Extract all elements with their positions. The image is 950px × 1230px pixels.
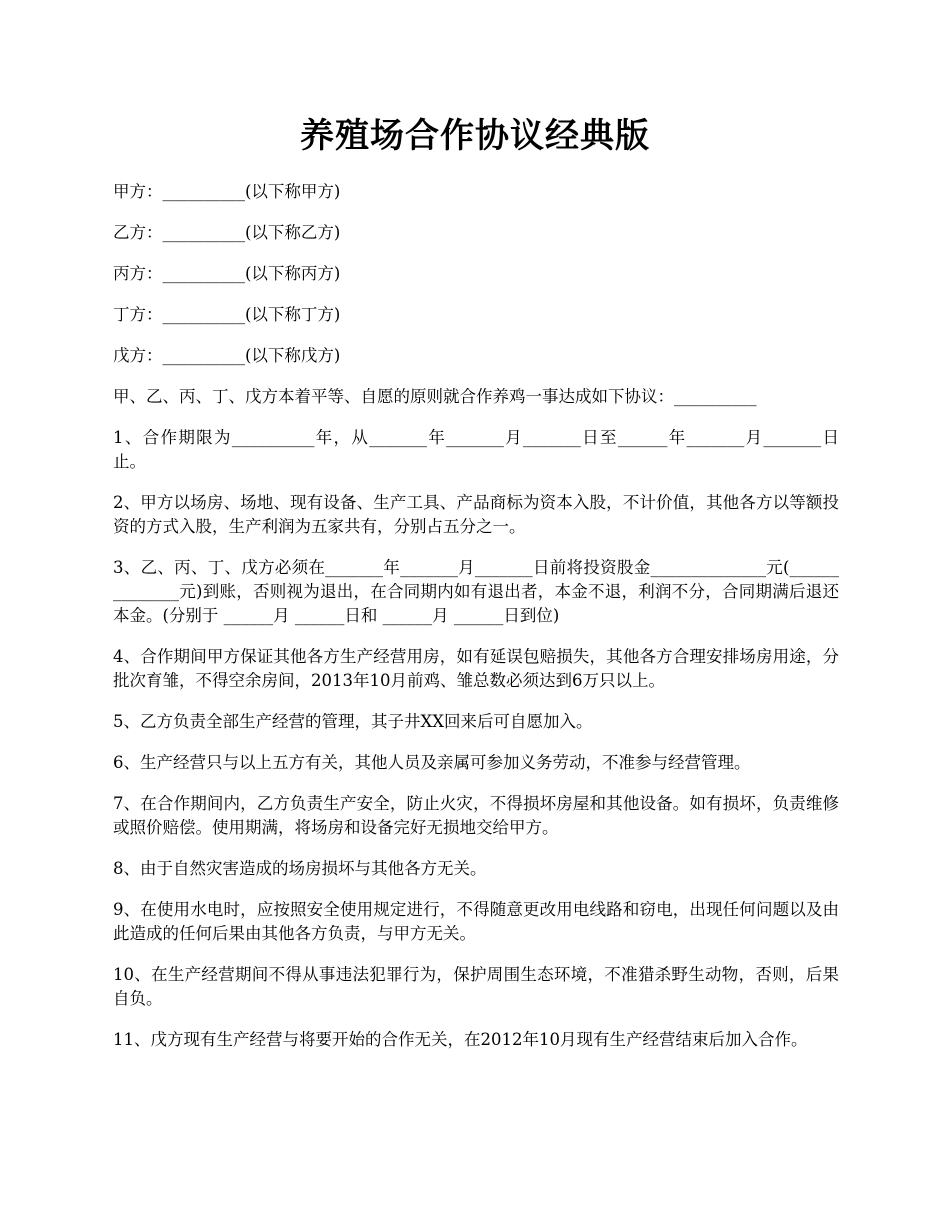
party-bing-line: 丙方：__________(以下称丙方) [113, 264, 341, 283]
clause-9: 9、在使用水电时，应按照安全使用规定进行，不得随意更改用电线路和窃电，出现任何问题以及由此造成的任何后果由其他各方负责，与甲方无关。 [113, 900, 839, 943]
clause-4: 4、合作期间甲方保证其他各方生产经营用房，如有延误包赔损失，其他各方合理安排场房用途，分批次育雏，不得空余房间，2013年10月前鸡、雏总数必须达到6万只以上。 [113, 647, 839, 690]
clause-1: 1、合作期限为__________年，从_______年_______月_______日至______年_______月_______日止。 [113, 428, 839, 471]
clause-5: 5、乙方负责全部生产经营的管理，其子井XX回来后可自愿加入。 [113, 712, 593, 731]
clause-8: 8、由于自然灾害造成的场房损坏与其他各方无关。 [113, 859, 487, 878]
clause-3: 3、乙、丙、丁、戊方必须在_______年_______月_______日前将投资股金______________元(______________元)到账，否则视为退出，在合同期内如有退出者，本金不退，利润不分，合同期满后退还本金。(分别于 ______月 ______日和 ______月 ______日到位) [113, 558, 839, 625]
party-ding-line: 丁方：__________(以下称丁方) [113, 305, 341, 324]
clause-11: 11、戊方现有生产经营与将要开始的合作无关，在2012年10月现有生产经营结束后加入合作。 [113, 1030, 808, 1049]
party-yi-line: 乙方：__________(以下称乙方) [113, 223, 341, 242]
agreement-intro: 甲、乙、丙、丁、戊方本着平等、自愿的原则就合作养鸡一事达成如下协议：__________ [113, 387, 757, 406]
document-title: 养殖场合作协议经典版 [300, 116, 650, 156]
clause-10: 10、在生产经营期间不得从事违法犯罪行为，保护周围生态环境，不准猎杀野生动物，否则，后果自负。 [113, 965, 839, 1008]
clause-7: 7、在合作期间内，乙方负责生产安全，防止火灾，不得损坏房屋和其他设备。如有损坏，负责维修或照价赔偿。使用期满，将场房和设备完好无损地交给甲方。 [113, 794, 839, 837]
clause-6: 6、生产经营只与以上五方有关，其他人员及亲属可参加义务劳动，不准参与经营管理。 [113, 753, 751, 772]
party-jia-line: 甲方：__________(以下称甲方) [113, 182, 341, 201]
clause-2: 2、甲方以场房、场地、现有设备、生产工具、产品商标为资本入股，不计价值，其他各方以等额投资的方式入股，生产利润为五家共有，分别占五分之一。 [113, 493, 839, 536]
party-wu-line: 戊方：__________(以下称戊方) [113, 346, 341, 365]
document-body [113, 180, 839, 1069]
